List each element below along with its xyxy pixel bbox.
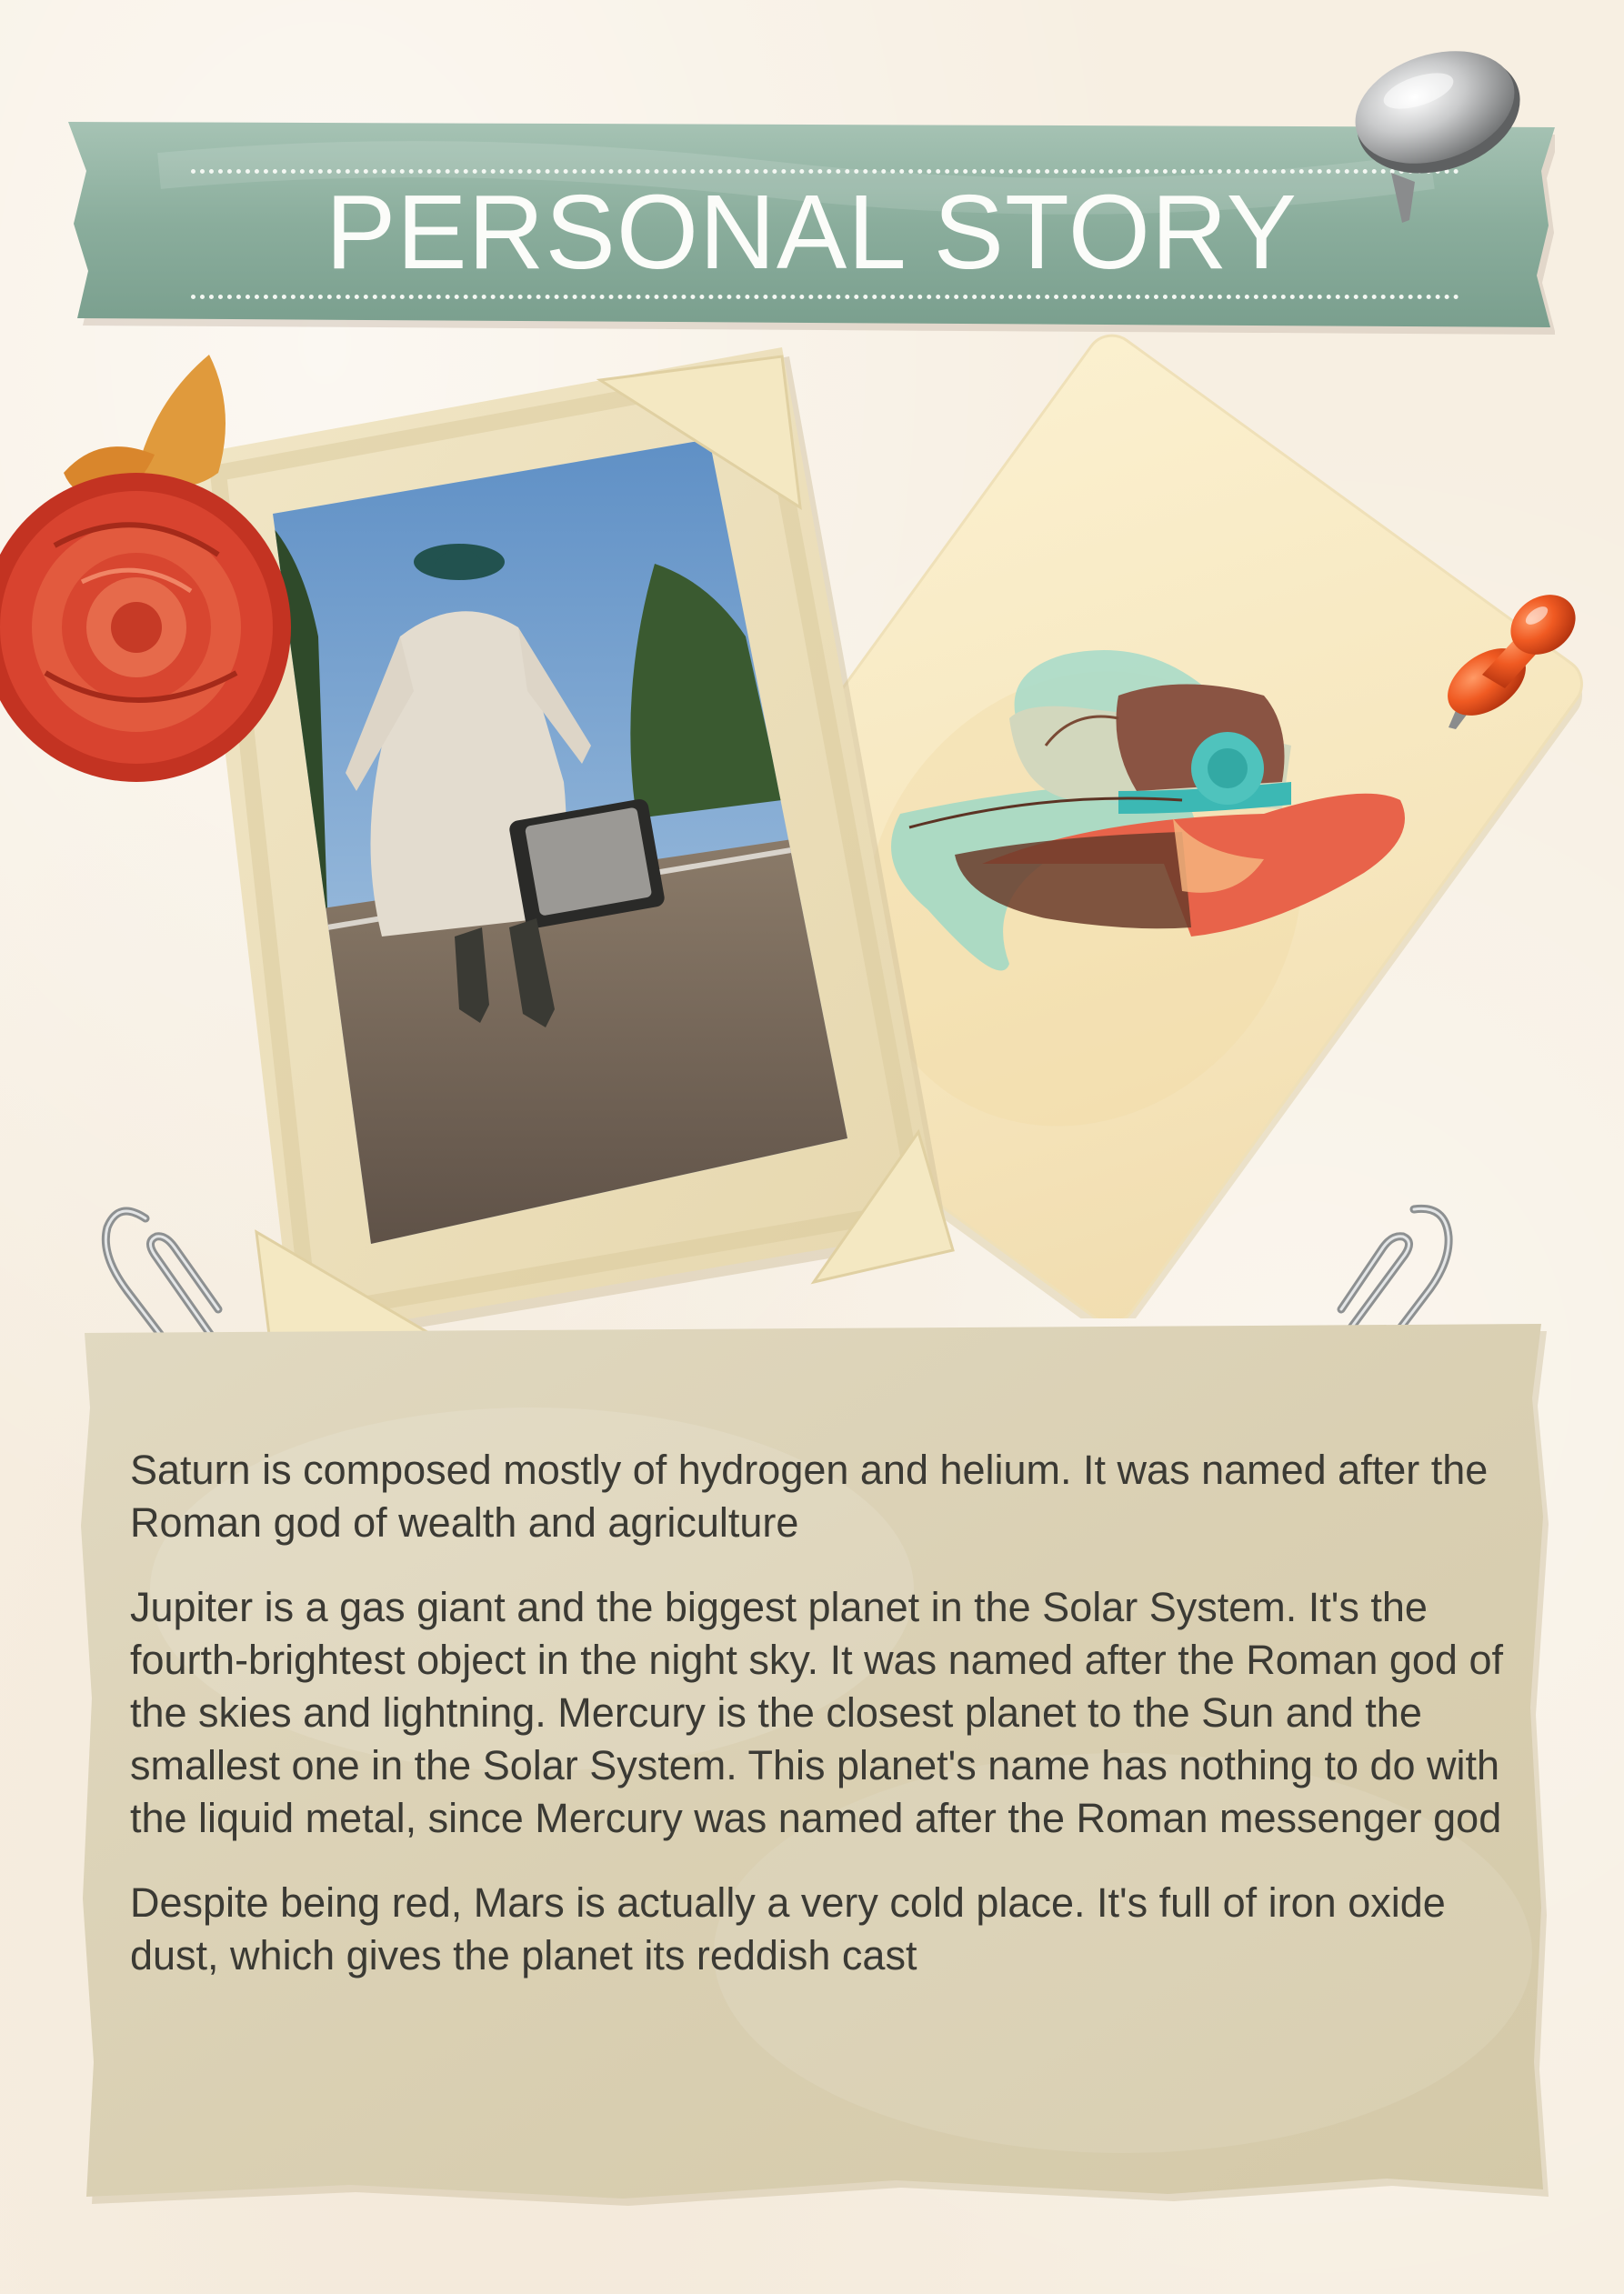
note-paragraph: Jupiter is a gas giant and the biggest planet in the Solar System. It's the fourth-brightest object in the night sky. It was named after the Roman god of the skies and lightning. Mercury is the closest planet to the Sun and the smallest one in the Solar System. This planet's name has nothing to do with the liquid metal, since Mercury was named after the Roman messenger god — [130, 1584, 1503, 1841]
note-paragraph: Saturn is composed mostly of hydrogen and helium. It was named after the Roman god of wealth and agriculture — [130, 1447, 1489, 1546]
red-rose-icon — [0, 346, 300, 827]
text-note — [77, 1317, 1550, 2208]
red-pushpin-icon — [1432, 575, 1587, 734]
note-paragraph: Despite being red, Mars is actually a very cold place. It's full of iron oxide dust, which gives the planet its reddish cast — [130, 1879, 1446, 1978]
note-body — [130, 1444, 1530, 2014]
page-title: PERSONAL STORY — [325, 173, 1298, 291]
